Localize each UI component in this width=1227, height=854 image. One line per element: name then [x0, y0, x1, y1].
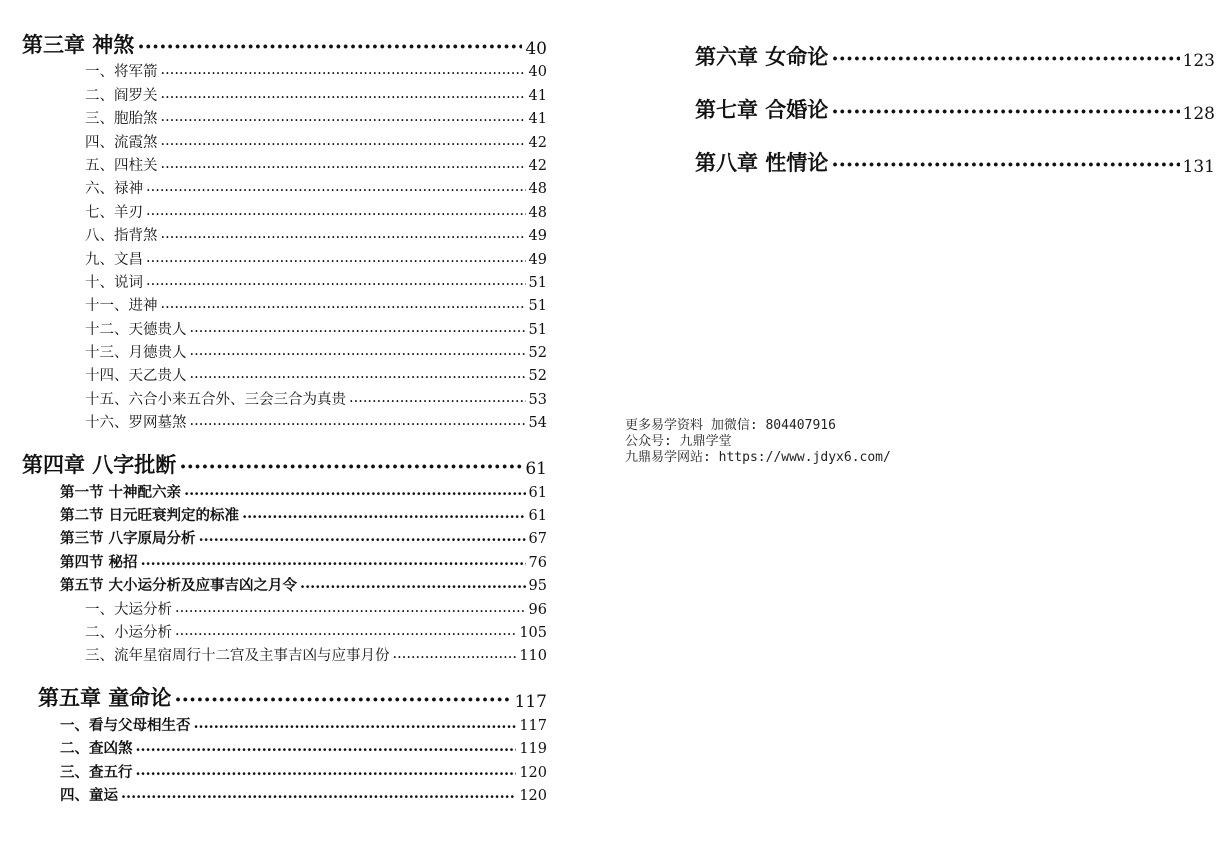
toc-entry[interactable]: [22, 759, 547, 782]
toc-chapter[interactable]: [695, 71, 1215, 124]
toc-chapter[interactable]: [695, 124, 1215, 177]
entry-title: 一、看与父母相生否: [60, 716, 191, 734]
leader-dots: [175, 604, 526, 620]
leader-dots: [190, 347, 526, 363]
toc-entry[interactable]: [22, 223, 547, 246]
entry-title: 五、四柱关: [85, 157, 158, 174]
leader-dots: [137, 34, 522, 59]
leader-dots: [831, 99, 1179, 124]
leader-dots: [199, 532, 526, 549]
leader-dots: [190, 370, 526, 386]
chapter-title: 第四章 八字批断: [22, 452, 177, 478]
toc-entry[interactable]: [22, 783, 547, 806]
page-number: 61: [528, 508, 547, 525]
entry-title: 第四节 秘招: [60, 553, 138, 571]
leader-dots: [184, 486, 525, 503]
toc-entry[interactable]: [22, 246, 547, 269]
leader-dots: [179, 454, 522, 479]
leader-dots: [242, 509, 525, 526]
entry-title: 三、胞胎煞: [85, 111, 158, 128]
page-number: 120: [519, 764, 547, 781]
toc-section[interactable]: [22, 526, 547, 549]
entry-title: 一、大运分析: [85, 601, 172, 618]
leader-dots: [161, 160, 526, 176]
page-number: 40: [528, 64, 547, 81]
toc-chapter-4[interactable]: [22, 453, 547, 479]
entry-title: 九、文昌: [85, 251, 143, 268]
entry-title: 四、童运: [60, 786, 118, 804]
entry-title: 第八章 性情论: [695, 150, 829, 175]
page-number: 76: [528, 554, 547, 571]
toc-entry[interactable]: [22, 199, 547, 222]
page-number: 67: [528, 531, 547, 548]
toc-entry[interactable]: [22, 410, 547, 433]
entry-title: 十一、进神: [85, 298, 158, 315]
toc-entry[interactable]: [22, 316, 547, 339]
leader-dots: [393, 650, 517, 666]
watermark-line-website: 九鼎易学网站: https://www.jdyx6.com/: [625, 450, 891, 465]
leader-dots: [146, 277, 526, 293]
page-number: 61: [525, 459, 547, 480]
page-number: 119: [519, 741, 547, 758]
toc-section[interactable]: [22, 479, 547, 502]
page-number: 48: [528, 181, 547, 198]
entry-title: 十三、月德贵人: [85, 345, 187, 362]
toc-entry[interactable]: [22, 153, 547, 176]
entry-title: 十五、六合小来五合外、三会三合为真贵: [85, 391, 346, 408]
entry-title: 一、将军箭: [85, 64, 158, 81]
watermark-line-wechat: 更多易学资料 加微信: 804407916: [625, 418, 836, 433]
chapter-title: 第三章 神煞: [22, 32, 135, 57]
toc-entry[interactable]: [22, 106, 547, 129]
leader-dots: [161, 137, 526, 153]
page-number: 51: [528, 321, 547, 338]
page-number: 51: [528, 298, 547, 315]
entry-title: 四、流霞煞: [85, 134, 158, 151]
page-number: 120: [519, 787, 547, 804]
toc-entry[interactable]: [22, 386, 547, 409]
toc-entry[interactable]: [22, 59, 547, 82]
page-number: 40: [525, 39, 547, 59]
toc-entry[interactable]: [22, 176, 547, 199]
leader-dots: [146, 254, 526, 270]
leader-dots: [161, 66, 526, 82]
toc-entry[interactable]: [22, 596, 547, 619]
leader-dots: [161, 300, 526, 316]
page-number: 41: [528, 87, 547, 104]
toc-chapter[interactable]: [695, 18, 1215, 71]
toc-entry[interactable]: [22, 340, 547, 363]
toc-left-column: [22, 33, 547, 806]
entry-title: 二、小运分析: [85, 624, 172, 641]
page-number: 117: [519, 717, 547, 734]
toc-entry[interactable]: [22, 270, 547, 293]
page-number: 131: [1182, 157, 1215, 177]
entry-title: 二、查凶煞: [60, 740, 133, 758]
toc-entry[interactable]: [22, 129, 547, 152]
page-number: 49: [528, 251, 547, 268]
leader-dots: [141, 556, 526, 573]
page-number: 123: [1182, 51, 1215, 71]
page-number: 53: [528, 391, 547, 408]
leader-dots: [174, 687, 511, 712]
toc-entry[interactable]: [22, 712, 547, 735]
page-number: 52: [528, 345, 547, 362]
page-number: 110: [519, 648, 547, 665]
page-number: 51: [528, 274, 547, 291]
toc-right-column: [695, 18, 1215, 177]
leader-dots: [349, 394, 526, 410]
leader-dots: [190, 417, 526, 433]
entry-title: 二、阎罗关: [85, 87, 158, 104]
chapter-title: 第五章 童命论: [38, 685, 172, 711]
leader-dots: [136, 742, 517, 759]
leader-dots: [175, 627, 516, 643]
leader-dots: [146, 207, 526, 223]
leader-dots: [831, 46, 1179, 71]
toc-entry[interactable]: [22, 293, 547, 316]
toc-section[interactable]: [22, 549, 547, 572]
page-number: 105: [519, 624, 547, 641]
toc-entry[interactable]: [22, 736, 547, 759]
toc-section[interactable]: [22, 573, 547, 596]
leader-dots: [121, 789, 516, 806]
entry-title: 第三节 八字原局分析: [60, 530, 196, 548]
watermark-text: [625, 418, 891, 466]
page-number: 54: [528, 415, 547, 432]
entry-title: 十、说词: [85, 274, 143, 291]
page-number: 117: [514, 692, 547, 713]
entry-title: 第一节 十神配六亲: [60, 483, 182, 501]
entry-title: 八、指背煞: [85, 228, 158, 245]
entry-title: 三、查五行: [60, 763, 133, 781]
entry-title: 第六章 女命论: [695, 44, 829, 69]
page-number: 48: [528, 204, 547, 221]
page-number: 128: [1182, 104, 1215, 124]
leader-dots: [161, 113, 526, 129]
page-number: 52: [528, 368, 547, 385]
entry-title: 十四、天乙贵人: [85, 368, 187, 385]
entry-title: 第五节 大小运分析及应事吉凶之月令: [60, 577, 298, 595]
page-number: 95: [528, 578, 547, 595]
entry-title: 七、羊刃: [85, 204, 143, 221]
entry-title: 第二节 日元旺衰判定的标准: [60, 507, 240, 525]
toc-chapter-5[interactable]: [22, 686, 547, 712]
leader-dots: [136, 766, 517, 783]
leader-dots: [146, 183, 526, 199]
toc-entry[interactable]: [22, 643, 547, 666]
entry-title: 六、禄神: [85, 181, 143, 198]
entry-title: 十二、天德贵人: [85, 321, 187, 338]
page-number: 42: [528, 134, 547, 151]
leader-dots: [831, 152, 1179, 177]
leader-dots: [190, 324, 526, 340]
page-number: 96: [528, 601, 547, 618]
toc-entry[interactable]: [22, 620, 547, 643]
leader-dots: [300, 579, 526, 596]
toc-entry[interactable]: [22, 363, 547, 386]
page-number: 61: [528, 484, 547, 501]
toc-entry[interactable]: [22, 82, 547, 105]
toc-chapter-3[interactable]: [22, 33, 547, 59]
entry-title: 三、流年星宿周行十二宫及主事吉凶与应事月份: [85, 648, 390, 665]
entry-title: 十六、罗网墓煞: [85, 415, 187, 432]
page-number: 41: [528, 111, 547, 128]
leader-dots: [161, 230, 526, 246]
toc-section[interactable]: [22, 503, 547, 526]
leader-dots: [194, 719, 517, 736]
leader-dots: [161, 90, 526, 106]
watermark-line-account: 公众号: 九鼎学堂: [625, 434, 732, 449]
page-number: 49: [528, 228, 547, 245]
entry-title: 第七章 合婚论: [695, 97, 829, 122]
page-number: 42: [528, 157, 547, 174]
